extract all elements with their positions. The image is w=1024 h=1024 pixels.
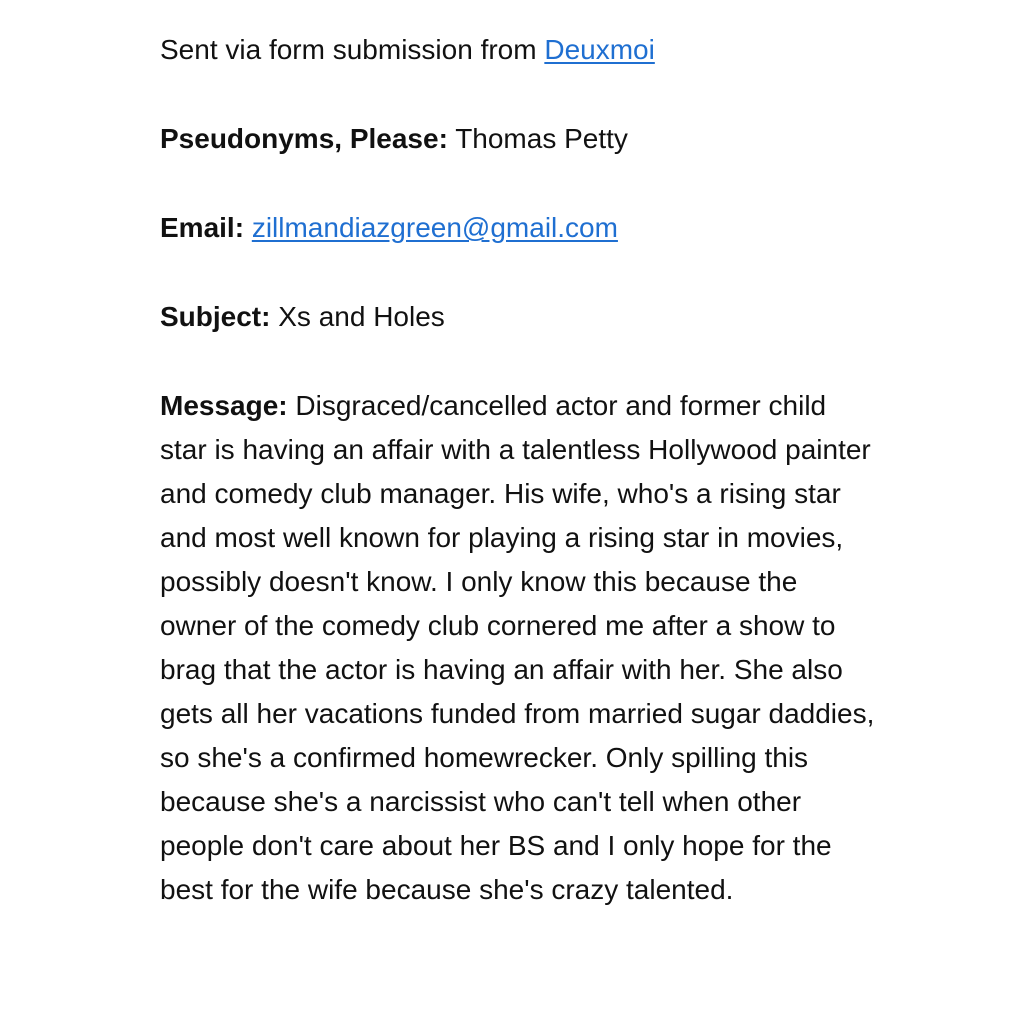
pseudonym-value: Thomas Petty [455, 123, 628, 154]
message-value: Disgraced/cancelled actor and former child star is having an affair with a talentless Hollywood painter and comedy club manager. His wife, who's a rising star and most well known for playing a rising star in movies, possibly doesn't know. I only know this because the owner of the comedy club cornered me after a show to brag that the actor is having an affair with her. She also gets all her vacations funded from married sugar daddies, so she's a confirmed homewrecker. Only spilling this because she's a narcissist who can't tell when other people don't care about her BS and I only hope for the best for the wife because she's crazy talented. [160, 390, 875, 905]
subject-label: Subject: [160, 301, 271, 332]
pseudonym-field [160, 117, 880, 161]
subject-value: Xs and Holes [278, 301, 445, 332]
intro-text: Sent via form submission from [160, 34, 545, 65]
email-field [160, 206, 880, 250]
subject-field [160, 295, 880, 339]
email-link[interactable]: zillmandiazgreen@gmail.com [251, 212, 618, 243]
pseudonym-label: Pseudonyms, Please: [160, 123, 448, 154]
email-body [160, 28, 880, 912]
intro-line [160, 28, 880, 72]
email-label: Email: [160, 212, 245, 243]
message-field [160, 384, 880, 912]
deuxmoi-link[interactable]: Deuxmoi [544, 34, 655, 65]
message-label: Message: [160, 390, 288, 421]
